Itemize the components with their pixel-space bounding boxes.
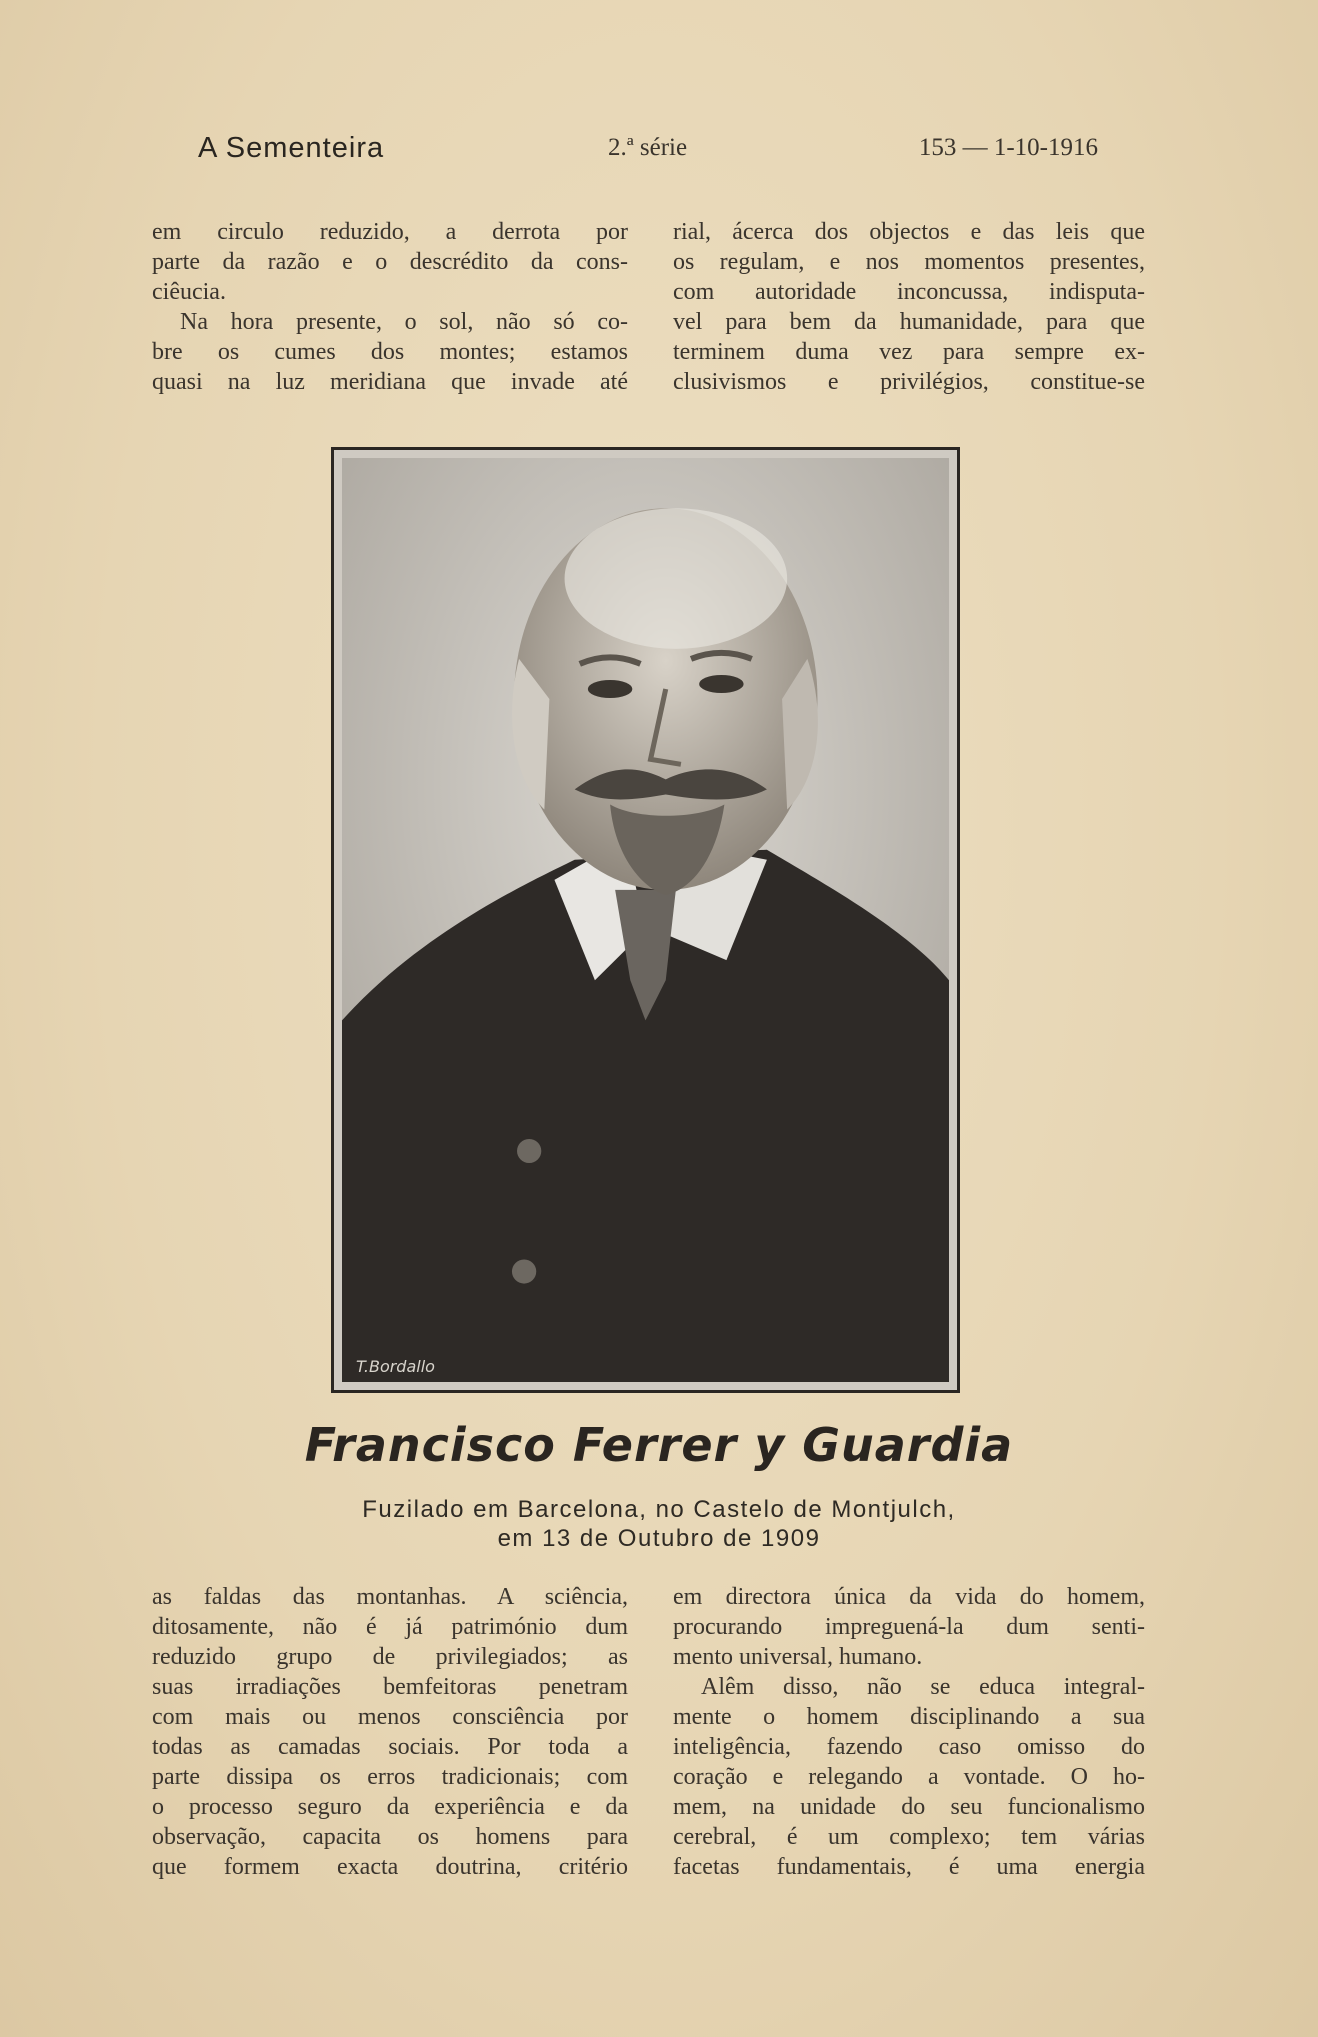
bottom-left-column [152,1582,628,1882]
issue-number-date: 153 — 1-10-1916 [918,134,1098,161]
text-line: mento universal, humano. [673,1644,923,1670]
text-line: ditosamente, não é já património dum [152,1614,628,1640]
top-left-column [152,217,628,397]
text-line: mente o homem disciplinando a sua [673,1704,1145,1730]
series-label: 2.ª série [608,134,688,161]
page-header [198,132,1098,172]
text-line: que formem exacta doutrina, critério [152,1854,628,1880]
text-line: com mais ou menos consciência por [152,1704,628,1730]
text-line: parte dissipa os erros tradicionais; com [152,1764,628,1790]
text-line: reduzido grupo de privilegiados; as [152,1644,628,1670]
text-line: parte da razão e o descrédito da cons- [152,249,628,275]
text-line: o processo seguro da experiência e da [152,1794,628,1820]
text-line: ciêucia. [152,279,226,305]
portrait-photo [331,447,960,1393]
text-line: em circulo reduzido, a derrota por [152,219,628,245]
text-line: terminem duma vez para sempre ex- [673,339,1145,365]
text-line: quasi na luz meridiana que invade até [152,369,628,395]
text-line: clusivismos e privilégios, constitue-se [673,369,1145,395]
text-line: procurando impreguená-la dum senti- [673,1614,1145,1640]
text-line: vel para bem da humanidade, para que [673,309,1145,335]
text-line: rial, ácerca dos objectos e das leis que [673,219,1145,245]
text-line: todas as camadas sociais. Por toda a [152,1734,628,1760]
caption-line: Fuzilado em Barcelona, no Castelo de Montjulch, [362,1496,956,1523]
text-line: suas irradiações bemfeitoras penetram [152,1674,628,1700]
caption-line: em 13 de Outubro de 1909 [497,1525,821,1552]
bottom-right-column [673,1582,1145,1882]
portrait-illustration [342,458,949,1382]
text-line: os regulam, e nos momentos presentes, [673,249,1145,275]
text-line: observação, capacita os homens para [152,1824,628,1850]
text-line: bre os cumes dos montes; estamos [152,339,628,365]
text-line: coração e relegando a vontade. O ho- [673,1764,1145,1790]
portrait-image [342,458,949,1382]
text-line: cerebral, é um complexo; tem várias [673,1824,1145,1850]
text-line: inteligência, fazendo caso omisso do [673,1734,1145,1760]
text-line: com autoridade inconcussa, indisputa- [673,279,1145,305]
text-line: facetas fundamentais, é uma energia [673,1854,1145,1880]
text-line: mem, na unidade do seu funcionalismo [673,1794,1145,1820]
photo-caption-name: Francisco Ferrer y Guardia [304,1418,1014,1472]
top-right-column [673,217,1145,397]
text-line: Alêm disso, não se educa integral- [701,1674,1145,1700]
publication-title: A Sementeira [198,132,385,164]
photo-caption-subtitle [0,1495,1318,1553]
photographer-signature: T.Bordallo [356,1357,435,1376]
text-line: em directora única da vida do homem, [673,1584,1145,1610]
text-line: Na hora presente, o sol, não só co- [180,309,628,335]
text-line: as faldas das montanhas. A sciência, [152,1584,628,1610]
